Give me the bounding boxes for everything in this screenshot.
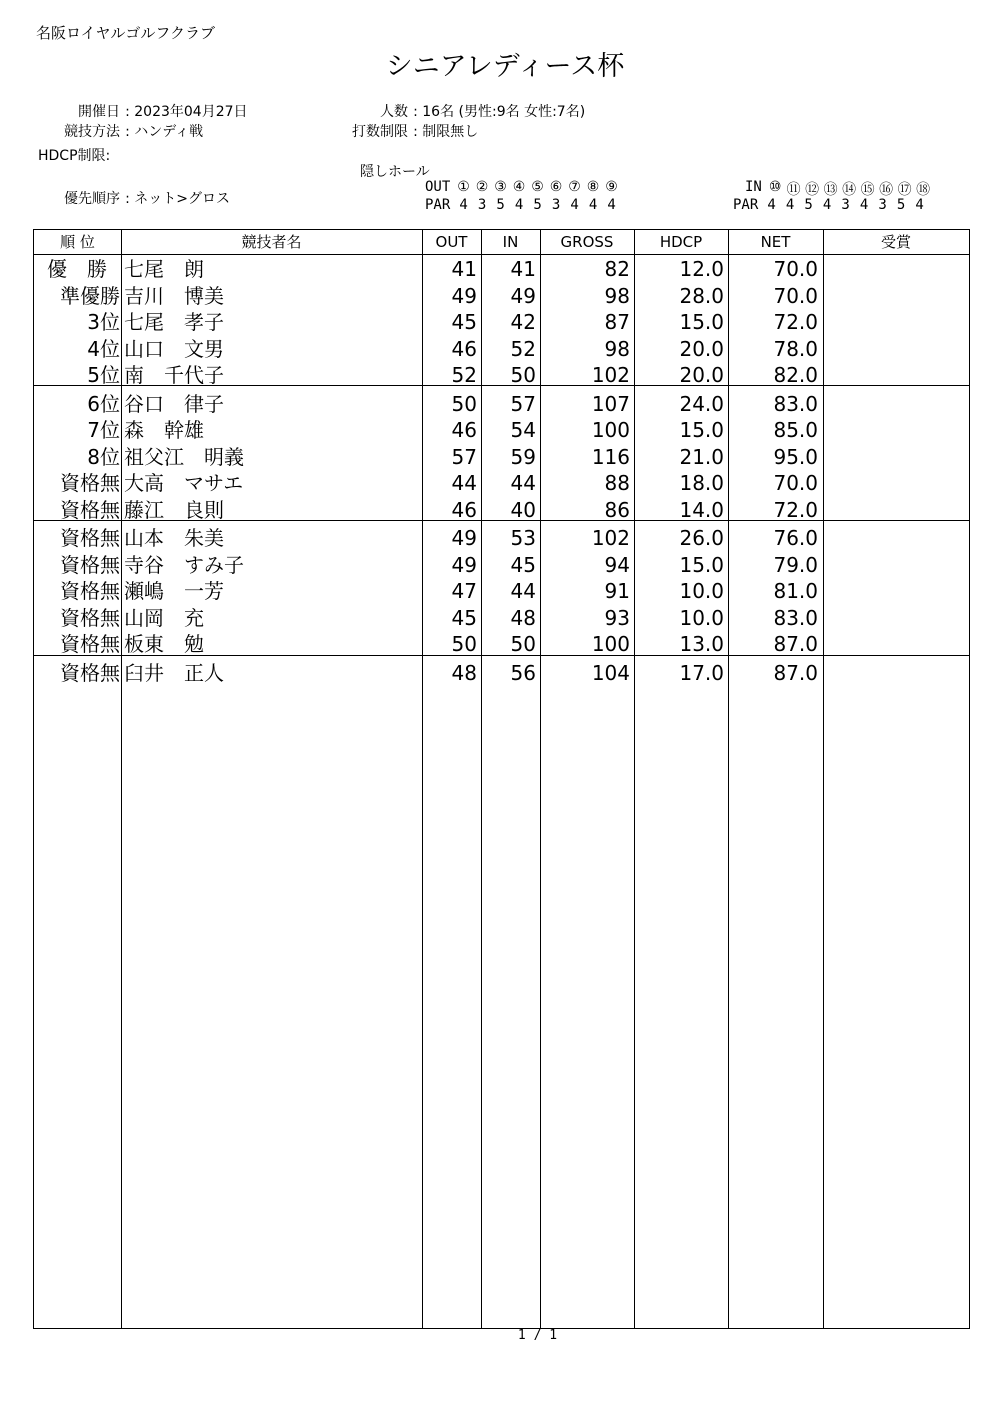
out-par-3: 5 [496, 197, 505, 213]
out-par-1: 4 [459, 197, 468, 213]
info-people: 人数 : 16名 (男性:9名 女性:7名) [318, 101, 585, 121]
info-hdcp-limit: HDCP制限: [38, 148, 111, 164]
hdcp-cell: 20.0 [679, 363, 724, 387]
net-cell: 76.0 [773, 526, 818, 550]
in-cell: 44 [510, 579, 536, 603]
in-cell: 49 [510, 283, 536, 308]
player-name-cell: 吉川 博美 [124, 283, 224, 308]
hdcp-cell: 26.0 [679, 526, 724, 550]
award-cell [823, 336, 963, 363]
club-name: 名阪ロイヤルゴルフクラブ [36, 24, 215, 42]
award-cell [823, 444, 963, 471]
player-name-cell: 山口 文男 [124, 336, 224, 361]
in-par-6: 4 [859, 197, 869, 213]
hdcp-cell: 15.0 [679, 418, 724, 442]
hdcp-cell: 13.0 [679, 632, 724, 656]
out-hole-9: ⑨ [605, 179, 618, 195]
in-par-row [733, 197, 929, 213]
out-par-8: 4 [588, 197, 598, 213]
page-title: シニアレディース杯 [385, 51, 625, 82]
player-name-cell: 臼井 正人 [124, 660, 224, 685]
out-cell: 49 [451, 552, 477, 577]
player-name-cell: 大高 マサエ [124, 471, 244, 495]
out-par-6: 3 [551, 197, 561, 213]
out-par-5: 5 [533, 197, 542, 213]
table-row [34, 362, 969, 389]
award-cell [823, 578, 963, 605]
in-cell: 41 [510, 257, 536, 281]
net-cell: 87.0 [773, 632, 818, 656]
in-hole-6: ⑮ [860, 182, 875, 198]
net-cell: 81.0 [773, 579, 818, 603]
rank-cell: 資格無 [60, 471, 120, 495]
award-cell [823, 391, 963, 418]
gross-cell: 100 [591, 418, 630, 442]
in-cell: 59 [510, 444, 536, 469]
player-name-cell: 寺谷 すみ子 [124, 552, 244, 577]
award-cell [823, 631, 963, 658]
in-par-9: 4 [915, 197, 924, 213]
rank-cell: 3位 [87, 310, 120, 334]
gross-cell: 116 [591, 444, 630, 469]
rank-cell: 資格無 [60, 552, 120, 577]
in-holes-row [745, 179, 932, 199]
player-name-cell: 山岡 充 [124, 605, 204, 630]
table-row [34, 660, 969, 687]
net-cell: 83.0 [773, 605, 818, 630]
in-par-3: 5 [804, 197, 813, 213]
hdcp-cell: 15.0 [679, 552, 724, 577]
header-name: 競技者名 [241, 233, 302, 251]
out-par-7: 4 [570, 197, 579, 213]
award-cell [823, 283, 963, 310]
table-row [34, 417, 969, 444]
out-cell: 45 [451, 310, 477, 334]
out-hole-8: ⑧ [586, 179, 600, 195]
method-label: 競技方法 [64, 124, 120, 140]
in-label: IN [745, 179, 762, 195]
gross-cell: 104 [591, 660, 630, 685]
header-award: 受賞 [880, 233, 911, 251]
hdcp-cell: 18.0 [679, 471, 724, 495]
rank-cell: 優 勝 [47, 257, 107, 281]
in-cell: 48 [510, 605, 536, 630]
net-cell: 87.0 [773, 660, 818, 685]
rank-cell: 準優勝 [60, 283, 120, 308]
rank-cell: 資格無 [60, 579, 120, 603]
in-cell: 44 [510, 471, 536, 495]
in-hole-7: ⑯ [879, 182, 894, 198]
net-cell: 78.0 [773, 336, 818, 361]
net-cell: 72.0 [773, 497, 818, 522]
out-hole-2: ② [475, 179, 489, 195]
hdcp-cell: 15.0 [679, 310, 724, 334]
out-par-2: 3 [477, 197, 487, 213]
header-out: OUT [435, 233, 468, 251]
table-row [34, 578, 969, 605]
table-row [34, 470, 969, 497]
in-hole-4: ⑬ [823, 182, 838, 198]
net-cell: 85.0 [773, 418, 818, 442]
header-in: IN [502, 233, 519, 251]
in-hole-5: ⑭ [842, 182, 857, 198]
rank-cell: 6位 [87, 391, 120, 416]
rank-cell: 資格無 [60, 605, 120, 630]
net-cell: 95.0 [773, 444, 818, 469]
net-cell: 82.0 [773, 363, 818, 387]
gross-cell: 100 [591, 632, 630, 656]
in-cell: 54 [510, 418, 536, 442]
table-row [34, 605, 969, 632]
gross-cell: 91 [604, 579, 630, 603]
in-hole-2: ⑪ [786, 182, 801, 198]
gross-cell: 87 [604, 310, 630, 334]
header-hdcp: HDCP [659, 233, 703, 251]
player-name-cell: 南 千代子 [124, 363, 224, 387]
out-cell: 46 [451, 336, 477, 361]
in-hole-1: ⑩ [768, 179, 782, 195]
in-cell: 56 [510, 660, 536, 685]
player-name-cell: 七尾 孝子 [124, 310, 224, 334]
results-table [33, 229, 970, 1329]
gross-cell: 98 [604, 283, 630, 308]
rank-cell: 8位 [87, 444, 120, 469]
rank-cell: 資格無 [60, 632, 120, 656]
table-row [34, 256, 969, 283]
date-value: 2023年04月27日 [134, 104, 248, 120]
award-cell [823, 525, 963, 552]
gross-cell: 107 [591, 391, 630, 416]
in-cell: 50 [510, 632, 536, 656]
net-cell: 79.0 [773, 552, 818, 577]
net-cell: 70.0 [773, 471, 818, 495]
award-cell [823, 256, 963, 283]
table-row [34, 552, 969, 579]
out-cell: 50 [451, 391, 477, 416]
gross-cell: 88 [604, 471, 630, 495]
info-method: 競技方法 : ハンディ戦 [30, 121, 203, 141]
player-name-cell: 七尾 朗 [124, 257, 204, 281]
stroke-limit-label: 打数制限 [352, 124, 408, 140]
award-cell [823, 552, 963, 579]
net-cell: 70.0 [773, 257, 818, 281]
hdcp-cell: 12.0 [679, 257, 724, 281]
hdcp-cell: 14.0 [679, 497, 724, 522]
in-hole-3: ⑫ [805, 182, 820, 198]
header-gross: GROSS [560, 233, 614, 251]
priority-value: ネット>グロス [134, 191, 230, 207]
in-cell: 52 [510, 336, 536, 361]
out-hole-6: ⑥ [549, 179, 563, 195]
player-name-cell: 瀬嶋 一芳 [124, 579, 224, 603]
out-cell: 50 [451, 632, 477, 656]
out-cell: 49 [451, 526, 477, 550]
info-priority: 優先順序 : ネット>グロス [30, 188, 230, 208]
out-hole-5: ⑤ [531, 179, 544, 195]
in-par-2: 4 [785, 197, 795, 213]
hdcp-cell: 21.0 [679, 444, 724, 469]
net-cell: 83.0 [773, 391, 818, 416]
in-cell: 42 [510, 310, 536, 334]
par-label: PAR [425, 197, 451, 213]
out-holes-row [425, 179, 621, 195]
out-cell: 52 [451, 363, 477, 387]
out-cell: 45 [451, 605, 477, 630]
hdcp-cell: 17.0 [679, 660, 724, 685]
out-hole-7: ⑦ [568, 179, 581, 195]
in-cell: 45 [510, 552, 536, 577]
out-par-4: 4 [514, 197, 524, 213]
gross-cell: 82 [604, 257, 630, 281]
rank-cell: 5位 [87, 363, 120, 387]
gross-cell: 102 [591, 363, 630, 387]
in-par-7: 3 [878, 197, 887, 213]
award-cell [823, 362, 963, 389]
hidden-hole-label: 隠しホール [360, 164, 430, 180]
table-header [34, 230, 969, 255]
info-date: 開催日 : 2023年04月27日 [30, 101, 248, 121]
out-cell: 46 [451, 497, 477, 522]
in-cell: 40 [510, 497, 536, 522]
rank-cell: 資格無 [60, 497, 120, 522]
award-cell [823, 470, 963, 497]
gross-cell: 98 [604, 336, 630, 361]
method-value: ハンディ戦 [134, 124, 204, 140]
in-par-8: 5 [896, 197, 906, 213]
in-par-1: 4 [767, 197, 776, 213]
table-row [34, 525, 969, 552]
gross-cell: 93 [604, 605, 630, 630]
priority-label: 優先順序 [64, 191, 120, 207]
page-number: 1 / 1 [517, 1328, 558, 1343]
player-name-cell: 山本 朱美 [124, 526, 224, 550]
out-cell: 46 [451, 418, 477, 442]
out-hole-4: ④ [512, 179, 526, 195]
people-label: 人数 [380, 104, 408, 120]
player-name-cell: 藤江 良則 [124, 497, 224, 522]
out-label: OUT [425, 179, 451, 195]
rank-cell: 資格無 [60, 526, 120, 550]
player-name-cell: 板東 勉 [124, 632, 204, 656]
table-row [34, 309, 969, 336]
in-hole-9: ⑱ [916, 182, 931, 198]
header-rank: 順 位 [60, 233, 95, 251]
award-cell [823, 660, 963, 687]
award-cell [823, 605, 963, 632]
in-hole-8: ⑰ [897, 182, 912, 198]
hdcp-limit-label: HDCP制限 [38, 148, 106, 164]
net-cell: 72.0 [773, 310, 818, 334]
player-name-cell: 谷口 律子 [124, 391, 224, 416]
out-cell: 57 [451, 444, 477, 469]
table-row [34, 631, 969, 658]
out-par-9: 4 [607, 197, 616, 213]
rank-cell: 7位 [87, 418, 120, 442]
in-cell: 57 [510, 391, 536, 416]
player-name-cell: 森 幹雄 [124, 418, 204, 442]
rank-cell: 資格無 [60, 660, 120, 685]
player-name-cell: 祖父江 明義 [124, 444, 244, 469]
out-par-row [425, 197, 621, 213]
table-row [34, 336, 969, 363]
info-stroke-limit: 打数制限 : 制限無し [318, 121, 478, 141]
out-hole-1: ① [457, 179, 470, 195]
date-label: 開催日 [78, 104, 120, 120]
in-cell: 50 [510, 363, 536, 387]
hdcp-cell: 10.0 [679, 605, 724, 630]
in-par-4: 4 [822, 197, 832, 213]
award-cell [823, 497, 963, 524]
header-net: NET [760, 233, 791, 251]
table-row [34, 444, 969, 471]
out-cell: 44 [451, 471, 477, 495]
stroke-limit-value: 制限無し [422, 124, 479, 140]
net-cell: 70.0 [773, 283, 818, 308]
table-row [34, 283, 969, 310]
gross-cell: 86 [604, 497, 630, 522]
award-cell [823, 309, 963, 336]
in-par-5: 3 [841, 197, 850, 213]
out-cell: 47 [451, 579, 477, 603]
table-row [34, 497, 969, 524]
hdcp-cell: 20.0 [679, 336, 724, 361]
gross-cell: 102 [591, 526, 630, 550]
gross-cell: 94 [604, 552, 630, 577]
hdcp-cell: 28.0 [679, 283, 724, 308]
out-hole-3: ③ [494, 179, 507, 195]
rank-cell: 4位 [87, 336, 120, 361]
people-value: 16名 (男性:9名 女性:7名) [422, 104, 586, 120]
hdcp-cell: 10.0 [679, 579, 724, 603]
out-cell: 41 [451, 257, 477, 281]
table-row [34, 391, 969, 418]
in-cell: 53 [510, 526, 536, 550]
hdcp-cell: 24.0 [679, 391, 724, 416]
out-cell: 49 [451, 283, 477, 308]
par-label-in: PAR [733, 197, 759, 213]
award-cell [823, 417, 963, 444]
out-cell: 48 [451, 660, 477, 685]
